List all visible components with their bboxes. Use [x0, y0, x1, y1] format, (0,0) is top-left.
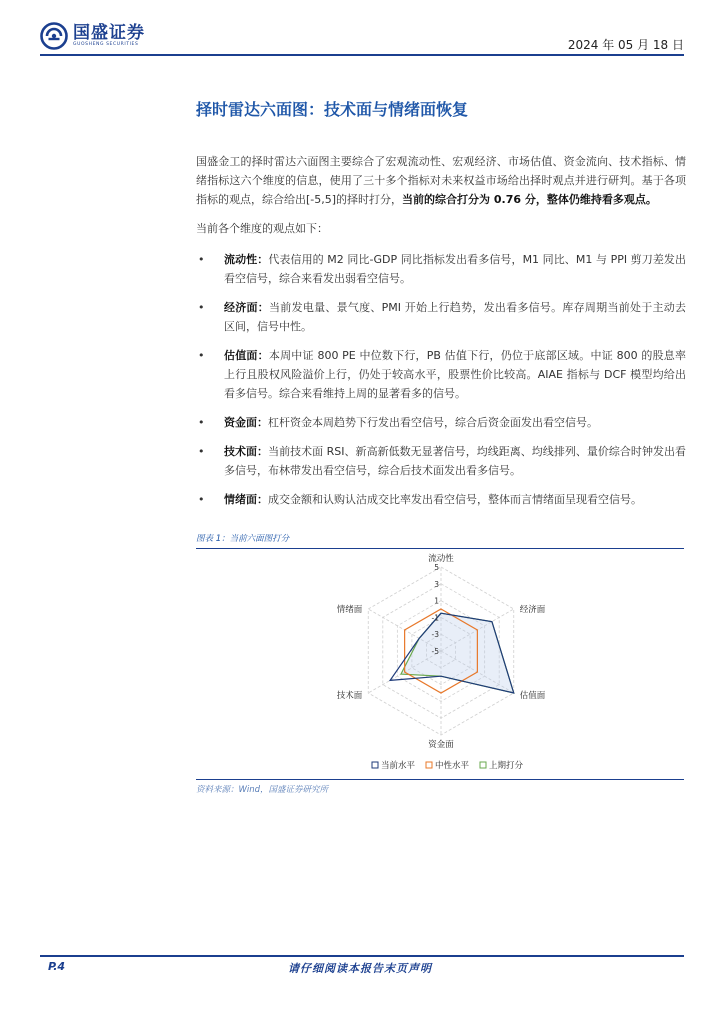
list-item-text: 杠杆资金本周趋势下行发出看空信号，综合后资金面发出看空信号。 [268, 416, 598, 429]
list-item-label: 技术面： [224, 445, 269, 458]
list-item-label: 资金面： [224, 416, 268, 429]
list-item-text: 成交金额和认购认沽成交比率发出看空信号，整体而言情绪面呈现看空信号。 [268, 493, 642, 506]
tick-label: -3 [431, 630, 439, 640]
legend-swatch [372, 762, 378, 768]
report-date: 2024 年 05 月 18 日 [567, 38, 684, 52]
axis-label: 流动性 [428, 554, 454, 564]
axis-label: 技术面 [336, 691, 363, 701]
guosheng-logo-icon [40, 22, 68, 50]
list-item: • 情绪面：成交金额和认购认沽成交比率发出看空信号，整体而言情绪面呈现看空信号。 [198, 493, 642, 506]
section-title: 择时雷达六面图：技术面与情绪面恢复 [196, 100, 469, 119]
tick-label: -5 [431, 647, 439, 656]
footer-disclaimer: 请仔细阅读本报告末页声明 [288, 962, 432, 975]
logo-name-cn: 国盛证券 [73, 23, 145, 43]
radar-chart [196, 549, 684, 779]
series-line [401, 613, 514, 693]
list-item-label: 经济面： [224, 301, 270, 314]
legend-swatch [426, 762, 432, 768]
intro-highlight: 当前的综合打分为 0.76 分，整体仍维持看多观点。 [402, 193, 657, 206]
footer-divider [40, 955, 684, 957]
logo-name-en: GUOSHENG SECURITIES [73, 42, 139, 47]
list-item-text: 代表信用的 M2 同比-GDP 同比指标发出看多信号，M1 同比、M1 与 PPI 剪刀差发出看空信号，综合来看发出弱看空信号。 [224, 253, 686, 285]
dimension-list [196, 250, 686, 509]
axis-label: 经济面 [519, 605, 546, 615]
legend-label: 中性水平 [435, 761, 470, 771]
list-item-text: 当前发电量、景气度、PMI 开始上行趋势，发出看多信号。库存周期当前处于主动去区间，信号中性。 [224, 301, 686, 333]
tick-label: 5 [434, 563, 439, 572]
list-item-label: 情绪面： [224, 493, 268, 506]
list-item-label: 流动性： [224, 253, 269, 266]
legend-label: 上期打分 [489, 761, 524, 771]
page-number: P.4 [48, 960, 66, 973]
legend-label: 当前水平 [381, 761, 416, 771]
lead-sentence: 当前各个维度的观点如下： [196, 222, 328, 235]
intro-text: 国盛金工的择时雷达六面图主要综合了宏观流动性、宏观经济、市场估值、资金流向、技术指标、情绪指标这六个维度的信息，使用了三十多个指标对未来权益市场给出择时观点并进行研判。基于各项指标的观点，综合给出[-5,5]的择时打分， [196, 155, 686, 206]
header-divider [40, 54, 684, 56]
body-text [196, 152, 686, 519]
axis-label: 情绪面 [336, 605, 363, 615]
page-header [0, 0, 724, 60]
figure-title: 图表 1：当前六面图打分 [196, 532, 684, 549]
axis-label: 资金面 [428, 740, 454, 750]
company-logo [40, 22, 145, 50]
tick-label: 3 [434, 579, 439, 589]
list-item-text: 本周中证 800 PE 中位数下行，PB 估值下行，仍位于底部区域。中证 800 的股息率上行且股权风险溢价上行，仍处于较高水平，股票性价比较高。AIAE 指标与 DCF 模型均给出看多信号。综合来看维持上周的显著看多的信号。 [224, 349, 687, 400]
list-item: • 资金面：杠杆资金本周趋势下行发出看空信号，综合后资金面发出看空信号。 [198, 416, 598, 429]
tick-label: -1 [431, 613, 439, 623]
list-item: • 经济面：当前发电量、景气度、PMI 开始上行趋势，发出看多信号。库存周期当前处于主动去区间，信号中性。 [198, 301, 686, 333]
tick-label: 1 [434, 596, 439, 606]
list-item: • 流动性：代表信用的 M2 同比-GDP 同比指标发出看多信号，M1 同比、M1 与 PPI 剪刀差发出看空信号，综合来看发出弱看空信号。 [198, 253, 686, 285]
list-item: • 估值面：本周中证 800 PE 中位数下行，PB 估值下行，仍位于底部区域。中证 800 的股息率上行且股权风险溢价上行，仍处于较高水平，股票性价比较高。AIAE 指标与 DCF 模型均给出看多信号。综合来看维持上周的显著看多的信号。 [198, 349, 687, 400]
list-item-text: 当前技术面 RSI、新高新低数无显著信号，均线距离、均线排列、量价综合时钟发出看多信号，布林带发出看空信号，综合后技术面发出看多信号。 [224, 445, 686, 477]
list-item: • 技术面：当前技术面 RSI、新高新低数无显著信号，均线距离、均线排列、量价综合时钟发出看多信号，布林带发出看空信号，综合后技术面发出看多信号。 [198, 445, 686, 477]
intro-paragraph [196, 152, 686, 209]
list-item-label: 估值面： [224, 349, 269, 362]
axis-label: 估值面 [519, 691, 546, 701]
figure-source: 资料来源：Wind，国盛证券研究所 [196, 779, 684, 795]
legend-swatch [480, 762, 486, 768]
